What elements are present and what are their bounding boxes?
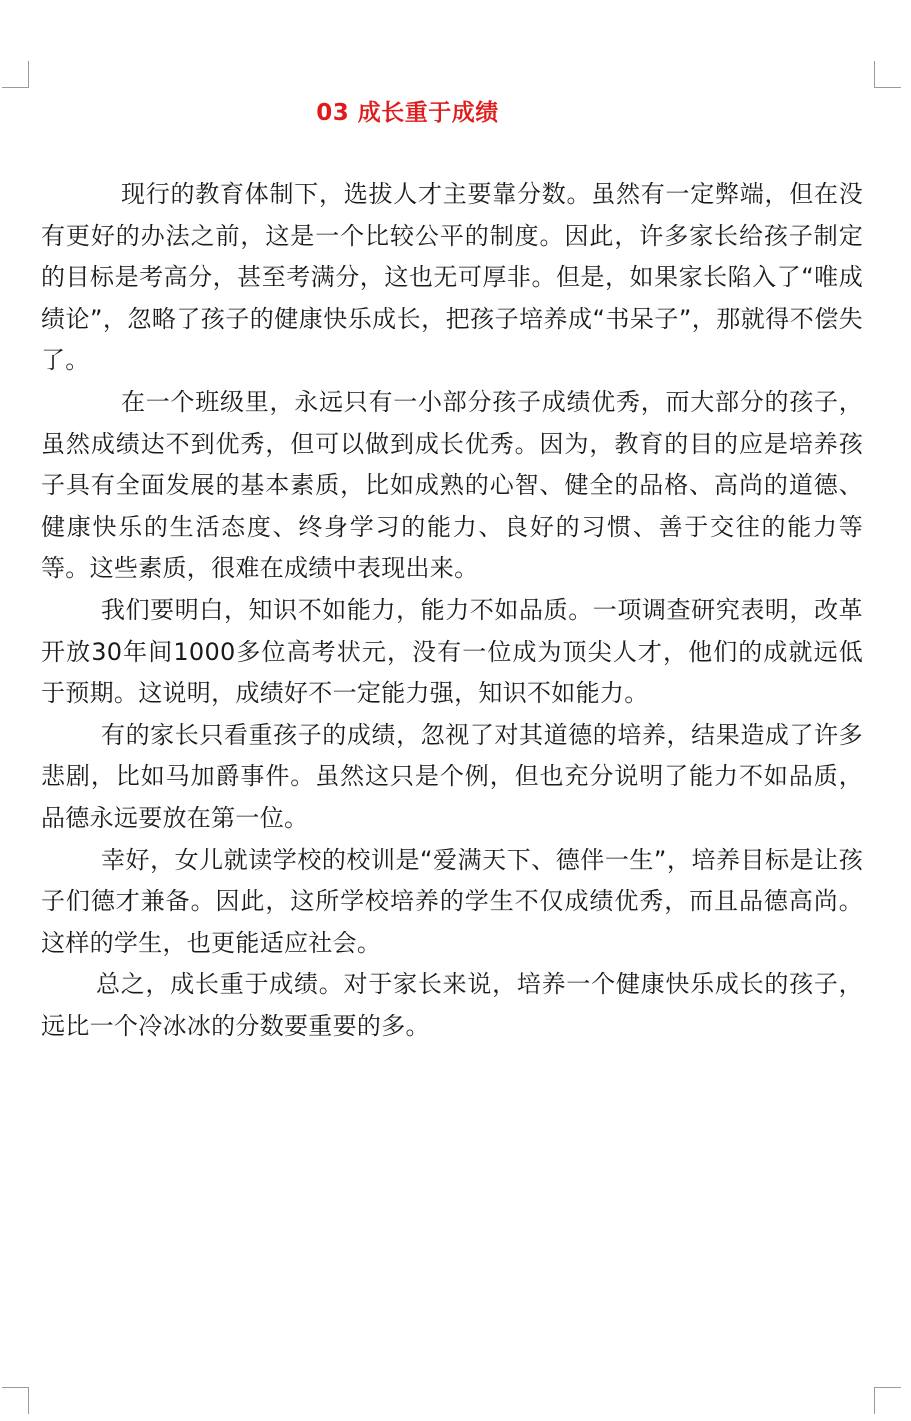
- crop-mark-bottom-right: [874, 1387, 901, 1414]
- paragraph-3: 我们要明白，知识不如能力，能力不如品质。一项调查研究表明，改革开放30年间1000多位高考状元，没有一位成为顶尖人才，他们的成就远低于预期。这说明，成绩好不一定能力强，知识不如能力。: [41, 595, 863, 708]
- paragraph-1: 现行的教育体制下，选拔人才主要靠分数。虽然有一定弊端，但在没有更好的办法之前，这是一个比较公平的制度。因此，许多家长给孩子制定的目标是考高分，甚至考满分，这也无可厚非。但是，如果家长陷入了“唯成绩论”，忽略了孩子的健康快乐成长，把孩子培养成“书呆子”，那就得不偿失了。: [41, 180, 863, 375]
- crop-mark-top-right: [874, 61, 901, 88]
- paragraph-6: 总之，成长重于成绩。对于家长来说，培养一个健康快乐成长的孩子，远比一个冷冰冰的分数要重要的多。: [41, 970, 863, 1040]
- document-body: [41, 174, 863, 1047]
- paragraph-2: 在一个班级里，永远只有一小部分孩子成绩优秀，而大部分的孩子，虽然成绩达不到优秀，但可以做到成长优秀。因为，教育的目的应是培养孩子具有全面发展的基本素质，比如成熟的心智、健全的品格、高尚的道德、健康快乐的生活态度、终身学习的能力、良好的习惯、善于交往的能力等等。这些素质，很难在成绩中表现出来。: [41, 387, 863, 583]
- document-title: 03 成长重于成绩: [316, 100, 499, 126]
- crop-mark-bottom-left: [2, 1387, 29, 1414]
- crop-mark-top-left: [2, 61, 29, 88]
- paragraph-5: 幸好，女儿就读学校的校训是“爱满天下、德伴一生”，培养目标是让孩子们德才兼备。因此，这所学校培养的学生不仅成绩优秀，而且品德高尚。这样的学生，也更能适应社会。: [41, 845, 863, 957]
- paragraph-4: 有的家长只看重孩子的成绩，忽视了对其道德的培养，结果造成了许多悲剧，比如马加爵事件。虽然这只是个例，但也充分说明了能力不如品质，品德永远要放在第一位。: [41, 720, 863, 832]
